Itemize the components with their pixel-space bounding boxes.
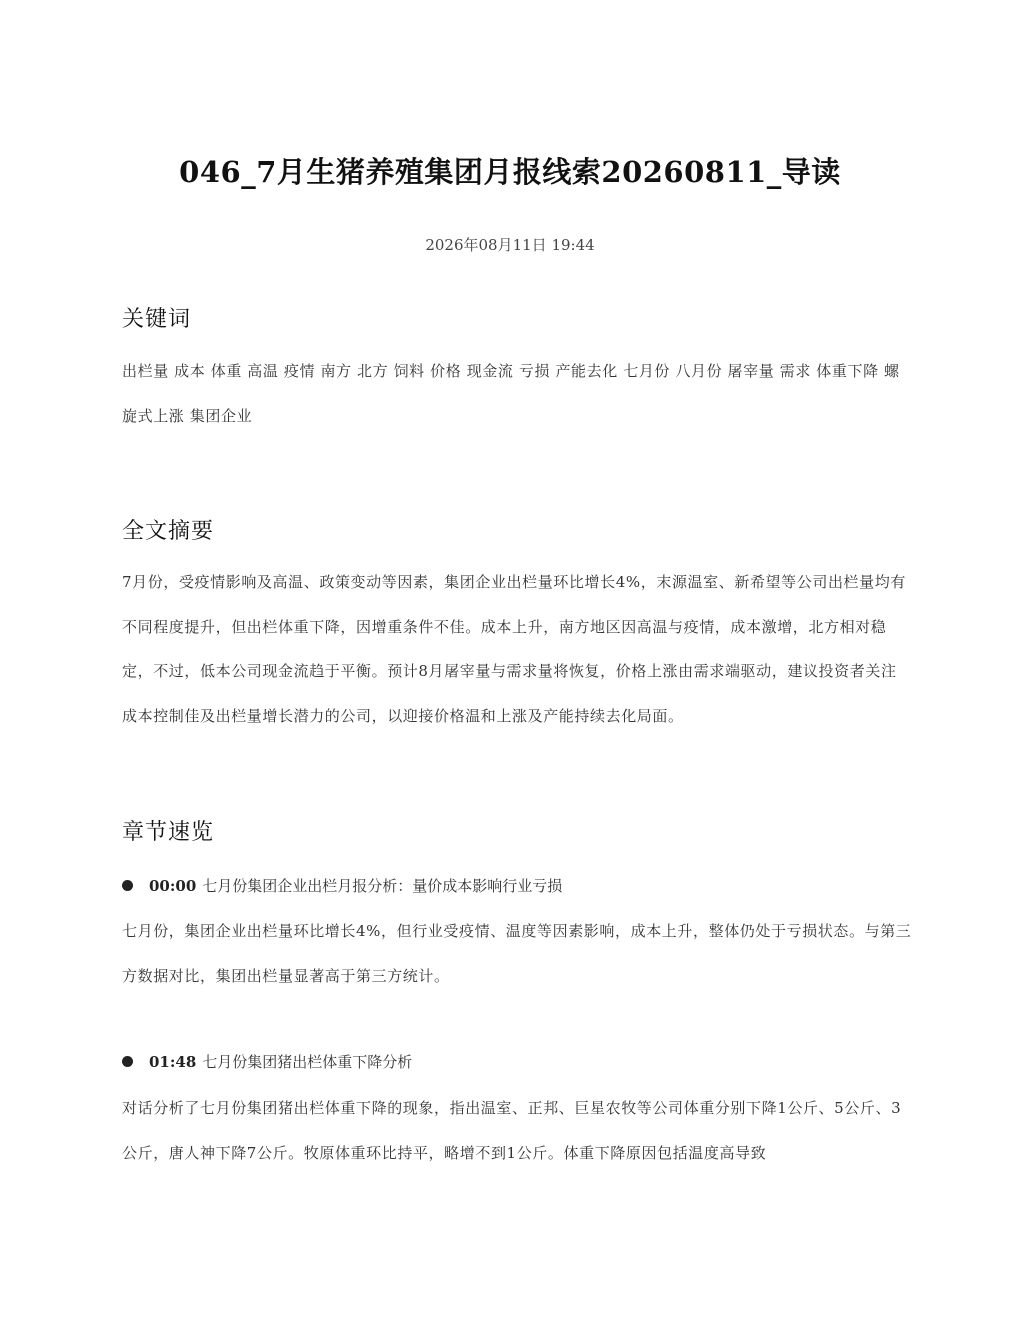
summary-text: 7月份，受疫情影响及高温、政策变动等因素，集团企业出栏量环比增长4%，末源温室、新希望等公司出栏量均有不同程度提升，但出栏体重下降，因增重条件不佳。成本上升，南方地区因高温与疫情，成本激增，北方相对稳定，不过，低本公司现金流趋于平衡。预计8月屠宰量与需求量将恢复，价格上涨由需求端驱动，建议投资者关注成本控制佳及出栏量增长潜力的公司，以迎接价格温和上涨及产能持续去化局面。	[122, 573, 906, 725]
bullet-icon	[122, 880, 133, 891]
chapter-item-title[interactable]	[122, 1051, 412, 1072]
summary-heading: 全文摘要	[122, 519, 215, 544]
chapter-title-text: 七月份集团企业出栏月报分析：量价成本影响行业亏损	[202, 877, 563, 895]
chapters-heading: 章节速览	[122, 820, 215, 845]
keywords-text: 出栏量 成本 体重 高温 疫情 南方 北方 饲料 价格 现金流 亏损 产能去化 七月份 八月份 屠宰量 需求 体重下降 螺旋式上涨 集团企业	[122, 362, 900, 425]
chapter-timestamp[interactable]: 01:48	[149, 1052, 197, 1071]
bullet-icon	[122, 1056, 133, 1067]
chapter-body-text: 对话分析了七月份集团猪出栏体重下降的现象，指出温室、正邦、巨星农牧等公司体重分别下降1公斤、5公斤、3公斤，唐人神下降7公斤。牧原体重环比持平，略增不到1公斤。体重下降原因包括温度高导致	[122, 1099, 902, 1162]
chapter-item-title[interactable]	[122, 875, 562, 896]
chapter-body-text: 七月份，集团企业出栏量环比增长4%，但行业受疫情、温度等因素影响，成本上升，整体仍处于亏损状态。与第三方数据对比，集团出栏量显著高于第三方统计。	[122, 922, 912, 985]
document-title: 046_7月生猪养殖集团月报线索20260811_导读	[179, 155, 841, 189]
keywords-heading: 关键词	[122, 307, 192, 332]
chapter-title-text: 七月份集团猪出栏体重下降分析	[202, 1053, 413, 1071]
chapter-timestamp[interactable]: 00:00	[149, 876, 197, 895]
document-datetime: 2026年08月11日 19:44	[425, 236, 595, 254]
